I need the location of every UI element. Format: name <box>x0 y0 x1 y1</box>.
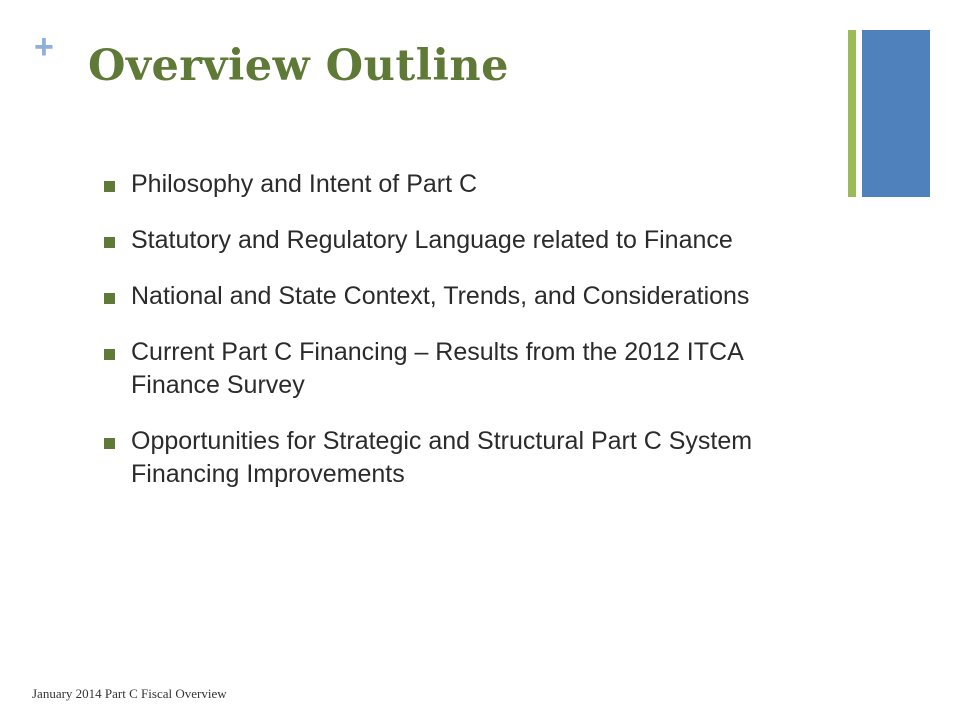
bullet-item <box>104 224 824 257</box>
slide-footer: January 2014 Part C Fiscal Overview <box>32 686 227 701</box>
square-bullet-icon <box>104 349 115 360</box>
bullet-item <box>104 280 824 313</box>
bullet-text: Current Part C Financing – Results from the 2012 ITCA Finance Survey <box>131 338 743 399</box>
accent-bar-green <box>848 30 856 197</box>
square-bullet-icon <box>104 293 115 304</box>
slide-title: Overview Outline <box>88 41 509 91</box>
bullet-list <box>104 168 824 514</box>
bullet-text: Philosophy and Intent of Part C <box>131 170 478 198</box>
bullet-text: National and State Context, Trends, and Considerations <box>131 282 750 310</box>
bullet-item <box>104 425 824 491</box>
square-bullet-icon <box>104 237 115 248</box>
square-bullet-icon <box>104 438 115 449</box>
bullet-item <box>104 168 824 201</box>
bullet-text: Opportunities for Strategic and Structural Part C System Financing Improvements <box>131 427 753 488</box>
bullet-item <box>104 336 824 402</box>
square-bullet-icon <box>104 181 115 192</box>
plus-icon: + <box>34 28 54 66</box>
bullet-text: Statutory and Regulatory Language related to Finance <box>131 226 733 254</box>
accent-bar-blue <box>862 30 930 197</box>
